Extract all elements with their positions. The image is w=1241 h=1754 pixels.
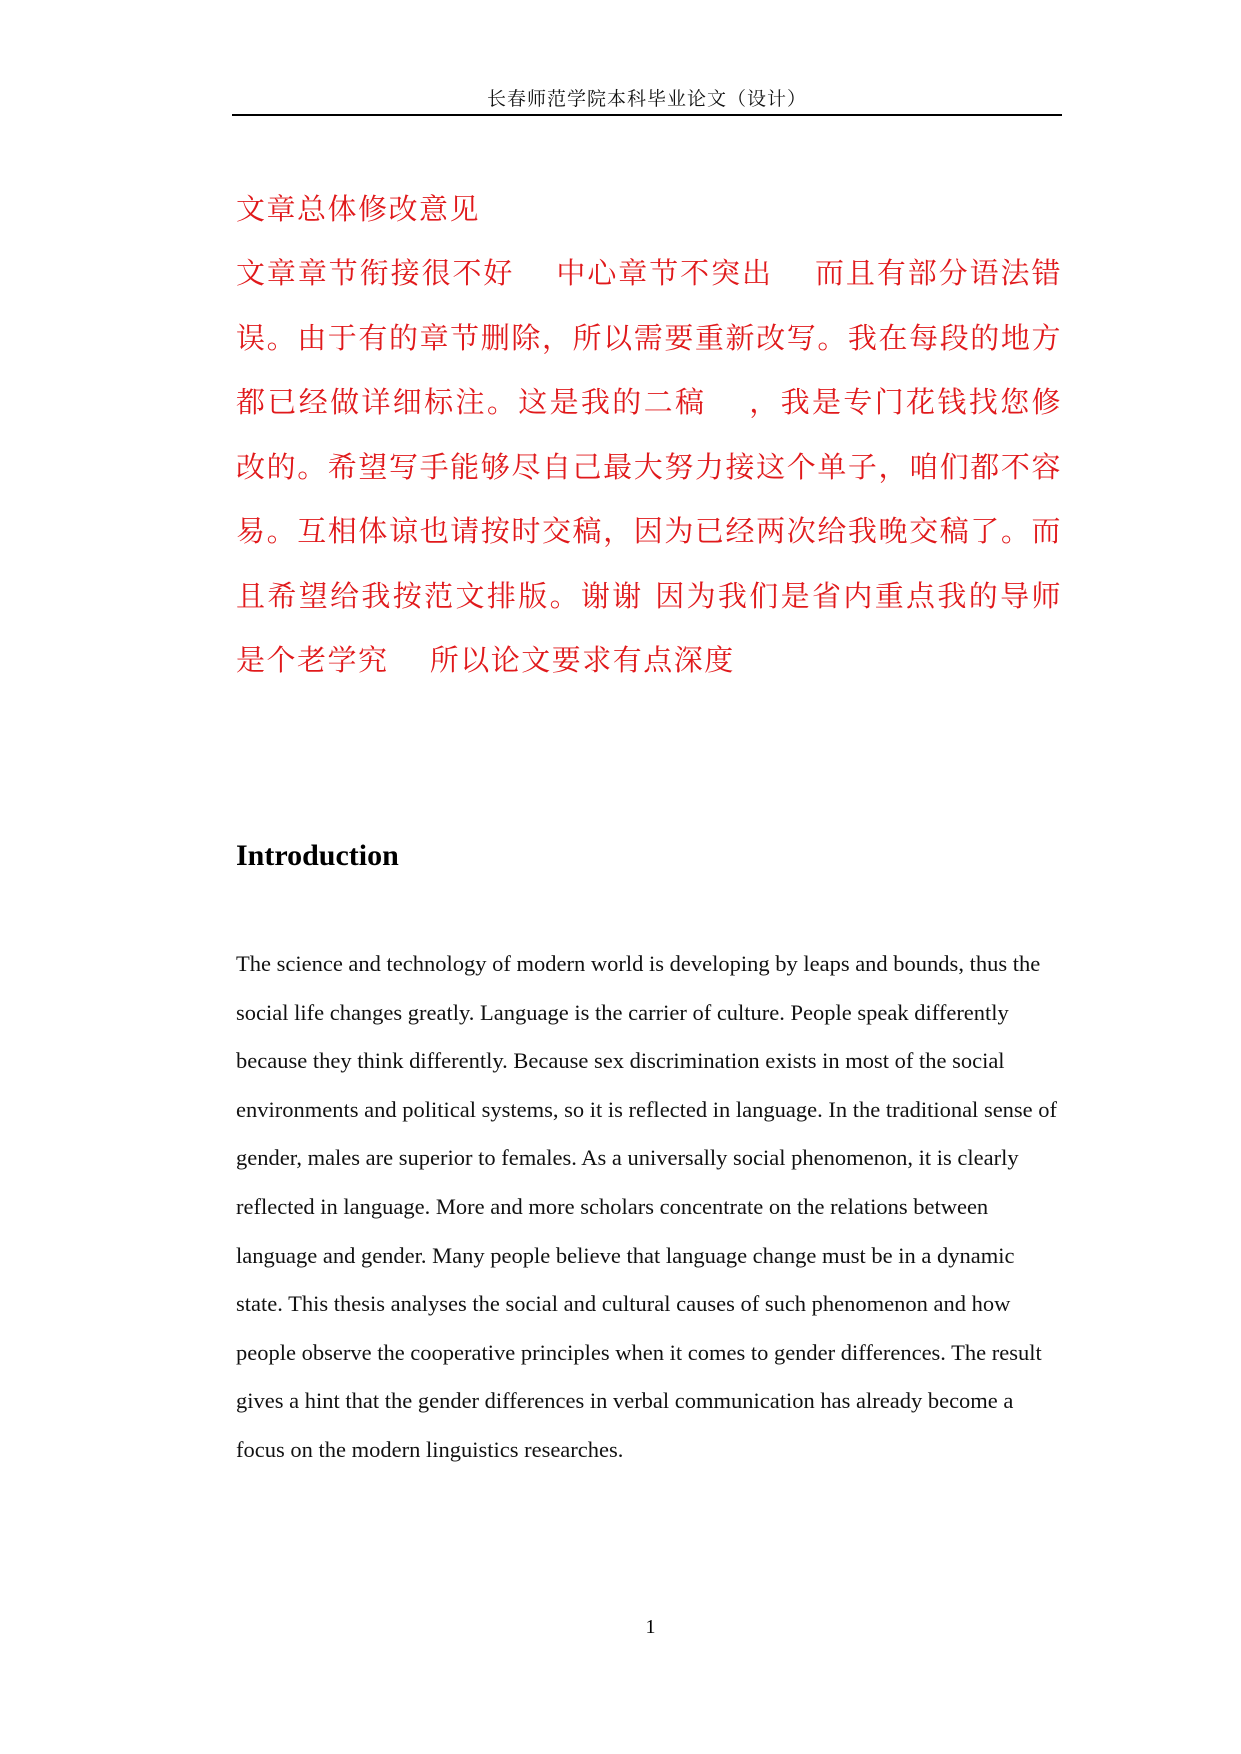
section-heading: Introduction bbox=[236, 839, 399, 872]
page-header-title: 长春师范学院本科毕业论文（设计） bbox=[486, 88, 807, 110]
introduction-paragraph: The science and technology of modern world is developing by leaps and bounds, thus the social life changes greatly. Language is the carrier of culture. People speak differently because they think differently. Because sex discrimination exists in most of the social environments and political systems, so it is reflected in language. In the traditional sense of gender, males are superior to females. As a universally social phenomenon, it is clearly reflected in language. More and more scholars concentrate on the relations between language and gender. Many people believe that language change must be in a dynamic state. This thesis analyses the social and cultural causes of such phenomenon and how people observe the cooperative principles when it comes to gender differences. The result gives a hint that the gender differences in verbal communication has already become a focus on the modern linguistics researches. bbox=[236, 951, 1058, 1462]
header-rule bbox=[232, 114, 1062, 116]
review-body: 文章章节衔接很不好 中心章节不突出 而且有部分语法错误。由于有的章节删除，所以需要重新改写。我在每段的地方都已经做详细标注。这是我的二稿 ，我是专门花钱找您修改的。希望写手能够尽自己最大努力接这个单子，咱们都不容易。互相体谅也请按时交稿，因为已经两次给我晚交稿了。而且希望给我按范文排版。谢谢 因为我们是省内重点我的导师是个老学究 所以论文要求有点深度 bbox=[236, 256, 1062, 677]
review-title: 文章总体修改意见 bbox=[236, 192, 481, 226]
page-number: 1 bbox=[645, 1616, 656, 1638]
review-comments bbox=[236, 177, 1062, 693]
